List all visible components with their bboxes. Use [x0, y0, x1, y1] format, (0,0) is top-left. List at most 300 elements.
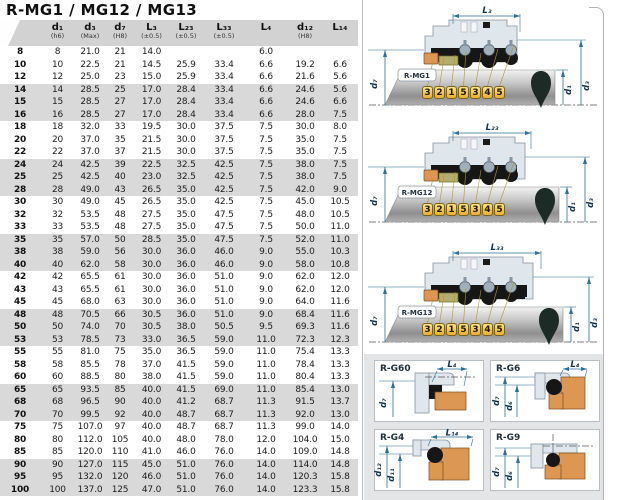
cell: 51.0: [214, 272, 234, 282]
cell: 75: [114, 347, 126, 357]
table-row: [0, 121, 358, 134]
cell: 46.0: [204, 246, 244, 259]
row-label: 58: [13, 359, 27, 370]
table-row: [0, 284, 358, 297]
cell: 6.6: [244, 84, 288, 97]
d7-label: d₇: [370, 316, 380, 326]
diagram-name-tab: R-MG1: [404, 72, 430, 80]
cell: 11.0: [256, 372, 276, 382]
cell: 59.0: [214, 359, 234, 370]
diagram-label: R-G60: [380, 364, 411, 374]
row-label: 15: [0, 96, 40, 109]
cell: 42.0: [288, 184, 322, 197]
cell: 41.0: [141, 447, 162, 457]
cell: 36.0: [168, 246, 204, 259]
row-label: 40: [0, 259, 40, 272]
cell: 6.6: [259, 59, 273, 70]
cell: 40: [105, 171, 135, 184]
cell: 13.3: [330, 359, 350, 370]
svg-text:L₁₄: L₁₄: [445, 428, 459, 439]
cell: [204, 46, 244, 59]
cell: 14.8: [330, 447, 350, 457]
cell: 9.0: [259, 272, 273, 282]
table-row: [0, 446, 358, 459]
cell: 125: [105, 484, 135, 497]
cell: 62.0: [295, 272, 315, 282]
row-label: 80: [13, 434, 27, 445]
cell: 22: [51, 147, 64, 157]
diagram-r-g4: [374, 429, 484, 491]
table-row: [0, 484, 358, 497]
cell: 7.5: [333, 134, 347, 145]
cell: 7.5: [244, 234, 288, 247]
cell: [168, 46, 204, 59]
cell: 6.6: [322, 96, 358, 109]
cell: 115: [105, 459, 135, 472]
column-header: L₃ (±0.5): [135, 20, 168, 46]
cell: 65.5: [80, 272, 100, 282]
cell: 30: [51, 197, 64, 207]
cell: 30.5: [135, 309, 168, 322]
table-row: [0, 221, 358, 234]
svg-text:L₄: L₄: [570, 360, 580, 370]
cell: 33.4: [204, 96, 244, 109]
cell: 37.5: [214, 134, 234, 145]
cell: 69.0: [204, 384, 244, 397]
cell: 14.0: [244, 484, 288, 497]
dimension-table: [0, 20, 358, 496]
table-row: [0, 396, 358, 409]
cell: 110: [111, 447, 129, 457]
cell: 114.0: [288, 459, 322, 472]
row-label: 20: [13, 134, 27, 145]
cell: 26.5: [141, 197, 162, 207]
cell: 9.0: [244, 309, 288, 322]
cell: 25: [40, 171, 75, 184]
cell: 35.0: [176, 209, 196, 220]
cell: 27.5: [141, 222, 162, 232]
cell: 21: [114, 47, 126, 57]
cell: 53.5: [80, 209, 100, 220]
cell: 85: [51, 447, 64, 457]
callout-tag: 3: [422, 86, 433, 99]
cell: 21.6: [295, 72, 315, 82]
cell: 51.0: [168, 459, 204, 472]
cell: 36.0: [176, 272, 196, 282]
svg-text:d₇: d₇: [379, 398, 389, 408]
cell: 42.5: [204, 159, 244, 172]
cell: 33: [114, 122, 126, 132]
cell: 42.5: [204, 171, 244, 184]
cell: 30.0: [135, 259, 168, 272]
row-label: 16: [0, 109, 40, 122]
row-label: 30: [13, 197, 27, 207]
cell: 9.0: [259, 284, 273, 295]
d1-label: d₁: [568, 202, 578, 212]
cell: 78.5: [75, 334, 105, 347]
table-row: [0, 196, 358, 209]
cell: 51.0: [168, 471, 204, 484]
callout-tag: 5: [494, 323, 505, 336]
row-label: 68: [0, 396, 40, 409]
cell: 62.0: [75, 259, 105, 272]
column-header: L₂₃ (±0.5): [168, 20, 204, 46]
cell: 69.3: [288, 321, 322, 334]
table-row: [0, 59, 358, 72]
cell: 120.3: [288, 471, 322, 484]
diagram-name-tab: R-MG12: [401, 189, 433, 197]
cell: 51.0: [214, 297, 234, 307]
diagram-label: R-G4: [380, 433, 405, 443]
cell: 68.4: [288, 309, 322, 322]
cell: 7.5: [322, 171, 358, 184]
cell: 35: [40, 234, 75, 247]
callout-tag: 2: [434, 203, 445, 216]
cell: 36.5: [168, 334, 204, 347]
cell: 49.0: [80, 197, 100, 207]
cell: 11.6: [322, 309, 358, 322]
cell: 10: [51, 59, 64, 70]
row-label: 25: [0, 171, 40, 184]
cell: 23.0: [135, 171, 168, 184]
cell: 78: [114, 359, 126, 370]
row-label: 65: [0, 384, 40, 397]
cell: 6.0: [259, 47, 273, 57]
row-label: 55: [13, 347, 27, 357]
cell: 25.9: [176, 72, 196, 82]
cell: 14.8: [322, 459, 358, 472]
cell: 58.0: [288, 259, 322, 272]
cell: 35.0: [176, 197, 196, 207]
cell: 40: [40, 259, 75, 272]
cell: 48.0: [176, 434, 196, 445]
row-label: 50: [0, 321, 40, 334]
cell: 37.0: [80, 147, 100, 157]
top-dimension-label: L₃: [482, 6, 492, 16]
table-row: [0, 359, 358, 372]
row-label: 35: [0, 234, 40, 247]
table-row: [0, 246, 358, 259]
cell: 46.0: [176, 447, 196, 457]
cell: 99.5: [75, 409, 105, 422]
callout-tag: 2: [434, 323, 445, 336]
cell: 9.0: [244, 259, 288, 272]
callout-tag: 4: [482, 203, 493, 216]
callout-tag: 3: [470, 203, 481, 216]
cell: 36.0: [176, 297, 196, 307]
cell: 47.0: [135, 484, 168, 497]
cell: 11.0: [330, 222, 350, 232]
cell: 70: [40, 409, 75, 422]
cell: 64.0: [295, 297, 315, 307]
cell: 11.3: [256, 422, 276, 432]
cell: 37.5: [214, 122, 234, 132]
cell: 38.0: [168, 321, 204, 334]
cell: 41.5: [176, 359, 196, 370]
diagram-r-g60: [374, 360, 484, 422]
cell: 41.2: [168, 396, 204, 409]
cell: 96.5: [75, 396, 105, 409]
cell: 45.0: [135, 459, 168, 472]
cell: 32: [51, 209, 64, 220]
callout-tag: 5: [494, 86, 505, 99]
cell: 50: [105, 234, 135, 247]
cell: 132.0: [75, 471, 105, 484]
cell: 70: [105, 321, 135, 334]
cell: 123.3: [288, 484, 322, 497]
cell: 37.0: [80, 134, 100, 145]
cell: 7.5: [259, 134, 273, 145]
cell: 40.0: [141, 434, 162, 445]
cell: 16: [40, 109, 75, 122]
cell: 12.0: [330, 272, 350, 282]
callout-tag: 5: [458, 86, 469, 99]
cell: 12.3: [322, 334, 358, 347]
cell: 61: [114, 284, 126, 295]
cell: 35: [114, 134, 126, 145]
row-label: 75: [13, 422, 27, 432]
row-label: 38: [0, 246, 40, 259]
cell: 53: [40, 334, 75, 347]
cell: 25.9: [176, 59, 196, 70]
cell: 37.0: [141, 359, 162, 370]
cell: 18: [51, 122, 64, 132]
row-label: 100: [0, 484, 40, 497]
cell: 50.0: [295, 222, 315, 232]
top-dimension-label: L₃₃: [490, 243, 504, 253]
cell: 55: [51, 347, 64, 357]
cell: 36.0: [176, 284, 196, 295]
d7-label: d₇: [370, 79, 380, 89]
cell: 68.7: [204, 396, 244, 409]
cell: 52.0: [288, 234, 322, 247]
cell: 59.0: [75, 246, 105, 259]
cell: 9.0: [322, 184, 358, 197]
diagram-label: R-G6: [496, 364, 521, 374]
cell: 21.5: [141, 134, 162, 145]
callout-tag: 5: [494, 203, 505, 216]
table-row: [0, 259, 358, 272]
cell: 7.5: [244, 159, 288, 172]
row-label: 8: [16, 47, 24, 57]
d1-label: d₁: [572, 322, 582, 332]
cell: 10.5: [330, 197, 350, 207]
table-row: [0, 459, 358, 472]
cell: 75.4: [295, 347, 315, 357]
cell: 36.0: [168, 309, 204, 322]
top-dimension-label: L₂₃: [485, 123, 499, 133]
seal-cross-section: [365, 4, 603, 118]
cell: 95: [40, 471, 75, 484]
callout-tag: 3: [422, 323, 433, 336]
cell: 45: [51, 297, 64, 307]
d7-label: d₇: [370, 196, 380, 206]
cell: [288, 46, 322, 59]
cell: 92.0: [288, 409, 322, 422]
cell: 43: [51, 284, 64, 295]
cell: 28.5: [75, 109, 105, 122]
column-header: L₁₄: [322, 20, 358, 46]
table-row: [0, 334, 358, 347]
table-row: [0, 71, 358, 84]
cell: 10.5: [330, 209, 350, 220]
cell: 14.0: [244, 471, 288, 484]
cell: 11.3: [244, 396, 288, 409]
cell: 32.5: [168, 171, 204, 184]
cell: 11.0: [244, 384, 288, 397]
cell: 11.0: [256, 359, 276, 370]
table-row: [0, 409, 358, 422]
table-row: [0, 384, 358, 397]
cell: 76.0: [204, 459, 244, 472]
cell: 37: [114, 147, 126, 157]
cell: 25.0: [80, 72, 100, 82]
cell: 35.0: [295, 147, 315, 157]
svg-text:d₇: d₇: [492, 396, 502, 406]
cell: 11.0: [256, 347, 276, 357]
cell: 27: [105, 109, 135, 122]
table-row: [0, 46, 358, 59]
cell: 5.6: [322, 84, 358, 97]
cell: 36.5: [176, 347, 196, 357]
cell: 48.0: [295, 209, 315, 220]
cell: 80.4: [295, 372, 315, 382]
cell: 109.0: [292, 447, 318, 457]
table-row: [0, 184, 358, 197]
d1-label: d₁: [564, 85, 574, 95]
table-row: [0, 146, 358, 159]
cell: 48: [114, 222, 126, 232]
diagram-label: R-G9: [496, 433, 521, 443]
cell: 28.4: [168, 84, 204, 97]
cell: 37.5: [214, 147, 234, 157]
cell: 8.0: [333, 122, 347, 132]
cell: 40.0: [141, 422, 162, 432]
cell: 13.3: [330, 347, 350, 357]
table-row: [0, 109, 358, 122]
cell: 7.5: [259, 197, 273, 207]
row-label: 85: [13, 447, 27, 457]
cell: 14.0: [256, 447, 276, 457]
cell: 6.6: [259, 72, 273, 82]
row-label: 45: [13, 297, 27, 307]
cell: 40.0: [135, 409, 168, 422]
cell: 38.0: [141, 372, 162, 382]
cell: 13.0: [322, 409, 358, 422]
cell: 30.0: [176, 122, 196, 132]
svg-text:L₄: L₄: [447, 360, 457, 370]
diagram-panel: [362, 0, 617, 500]
cell: 28.5: [75, 84, 105, 97]
callout-tag: 1: [446, 86, 457, 99]
cell: 41.5: [168, 384, 204, 397]
cell: 48: [114, 209, 126, 220]
cell: 24.6: [288, 84, 322, 97]
cell: 43: [105, 184, 135, 197]
table-row: [0, 309, 358, 322]
cell: 15.8: [322, 484, 358, 497]
cell: 30.5: [135, 321, 168, 334]
cell: 104.0: [292, 434, 318, 445]
cell: 21: [114, 59, 126, 70]
callout-tag: 2: [434, 86, 445, 99]
cell: 42.5: [75, 159, 105, 172]
cell: 66: [105, 309, 135, 322]
cell: 40.0: [135, 384, 168, 397]
cell: 45: [114, 197, 126, 207]
seal-cross-section: [365, 121, 603, 235]
cell: 17.0: [135, 84, 168, 97]
callout-tag: 3: [470, 323, 481, 336]
diagram-name-tab: R-MG13: [401, 309, 433, 317]
column-header: d₇ (H8): [105, 20, 135, 46]
table-row: [0, 96, 358, 109]
page-edge-line: [603, 14, 604, 500]
diagram-r-g9: [490, 429, 600, 491]
cell: 127.0: [75, 459, 105, 472]
callout-tag: 3: [422, 203, 433, 216]
cell: 59.0: [214, 347, 234, 357]
cell: 68.7: [214, 422, 234, 432]
cell: 50.5: [204, 321, 244, 334]
cell: 35.0: [295, 134, 315, 145]
row-label: 53: [0, 334, 40, 347]
row-label: 10: [13, 59, 27, 70]
cell: 14.0: [330, 422, 350, 432]
cell: 42.5: [204, 184, 244, 197]
row-label: 28: [0, 184, 40, 197]
cell: 22.5: [135, 159, 168, 172]
callout-tags: [422, 323, 505, 336]
cell: 30.0: [141, 284, 162, 295]
cell: 27.5: [141, 209, 162, 220]
cell: 42.5: [214, 197, 234, 207]
cell: 47.5: [214, 222, 234, 232]
cell: 51.0: [168, 484, 204, 497]
cell: 9.5: [244, 321, 288, 334]
cell: 48: [40, 309, 75, 322]
row-label: 18: [13, 122, 27, 132]
cell: 30.0: [176, 134, 196, 145]
cell: 75: [51, 422, 64, 432]
cell: 73: [105, 334, 135, 347]
cell: 90: [40, 459, 75, 472]
cell: 85: [105, 384, 135, 397]
cell: 32.5: [168, 159, 204, 172]
row-label: 43: [13, 284, 27, 295]
callout-tag: 5: [458, 203, 469, 216]
cell: 28: [40, 184, 75, 197]
row-label: 12: [13, 72, 27, 82]
cell: 65.5: [80, 284, 100, 295]
cell: 28.4: [168, 109, 204, 122]
cell: 78.0: [214, 434, 234, 445]
cell: 15.8: [322, 471, 358, 484]
cell: 97: [114, 422, 126, 432]
cell: 47.5: [214, 209, 234, 220]
row-label: 95: [0, 471, 40, 484]
callout-tag: 3: [470, 86, 481, 99]
cell: 9.0: [259, 297, 273, 307]
row-label: 90: [0, 459, 40, 472]
cell: 30.0: [141, 272, 162, 282]
row-label: 70: [0, 409, 40, 422]
cell: 70.5: [75, 309, 105, 322]
cell: 30.0: [295, 122, 315, 132]
cell: 105: [111, 434, 129, 445]
cell: 33.4: [204, 84, 244, 97]
cell: 68.7: [204, 409, 244, 422]
